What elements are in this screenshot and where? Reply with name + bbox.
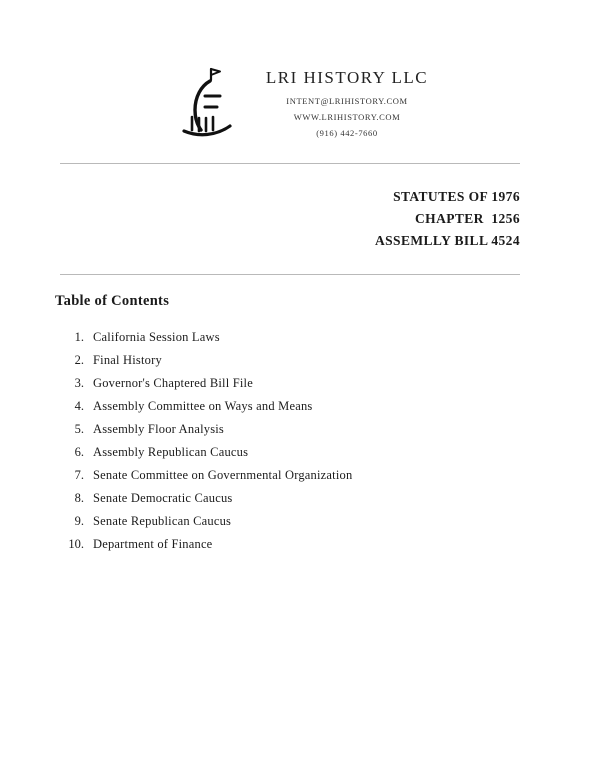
letterhead (0, 0, 600, 141)
toc-item-number: 10. (68, 536, 84, 551)
toc-item-number: 7. (74, 467, 84, 482)
toc-item-label: Assembly Floor Analysis (93, 421, 224, 436)
toc-heading: Table of Contents (55, 292, 170, 309)
toc-item (0, 349, 600, 372)
toc-item-number: 9. (74, 513, 84, 528)
toc-item (0, 395, 600, 418)
toc-item-label: Department of Finance (93, 536, 213, 551)
toc-item (0, 533, 600, 556)
toc-item-number: 6. (74, 444, 84, 459)
divider-middle (60, 274, 520, 275)
contact-phone: (916) 442-7660 (316, 128, 378, 139)
company-name: LRI HISTORY LLC (265, 68, 429, 87)
toc-item (0, 464, 600, 487)
toc-item (0, 372, 600, 395)
contact-website: WWW.LRIHISTORY.COM (293, 112, 401, 123)
toc-item-label: Assembly Committee on Ways and Means (93, 398, 313, 413)
ink-capitol-logo-icon (172, 64, 236, 140)
toc-item (0, 441, 600, 464)
toc-item (0, 510, 600, 533)
statute-line-3: ASSEMLLY BILL 4524 (374, 232, 520, 248)
toc-item-label: Governor's Chaptered Bill File (93, 375, 253, 390)
toc-item-number: 1. (74, 329, 84, 344)
statute-block (60, 186, 520, 252)
toc-item-label: Senate Democratic Caucus (93, 490, 233, 505)
toc-item-label: Senate Republican Caucus (93, 513, 232, 528)
toc-item-label: Assembly Republican Caucus (93, 444, 249, 459)
contact-email: INTENT@LRIHISTORY.COM (286, 96, 408, 106)
toc-item-number: 8. (74, 490, 84, 505)
toc-item (0, 326, 600, 349)
toc-item-number: 5. (74, 421, 84, 436)
toc-item (0, 418, 600, 441)
toc-item-number: 3. (74, 375, 84, 390)
toc-item (0, 487, 600, 510)
divider-top (60, 163, 520, 164)
toc-item-number: 4. (74, 398, 84, 413)
statute-line-1: STATUTES OF 1976 (393, 188, 520, 204)
toc-item-number: 2. (74, 352, 84, 367)
statute-line-2: CHAPTER 1256 (415, 210, 520, 226)
toc-item-label: California Session Laws (93, 329, 220, 344)
toc-item-label: Final History (93, 352, 162, 367)
toc-list (0, 326, 600, 556)
toc-item-label: Senate Committee on Governmental Organization (93, 467, 353, 482)
letterhead-text (266, 62, 428, 141)
